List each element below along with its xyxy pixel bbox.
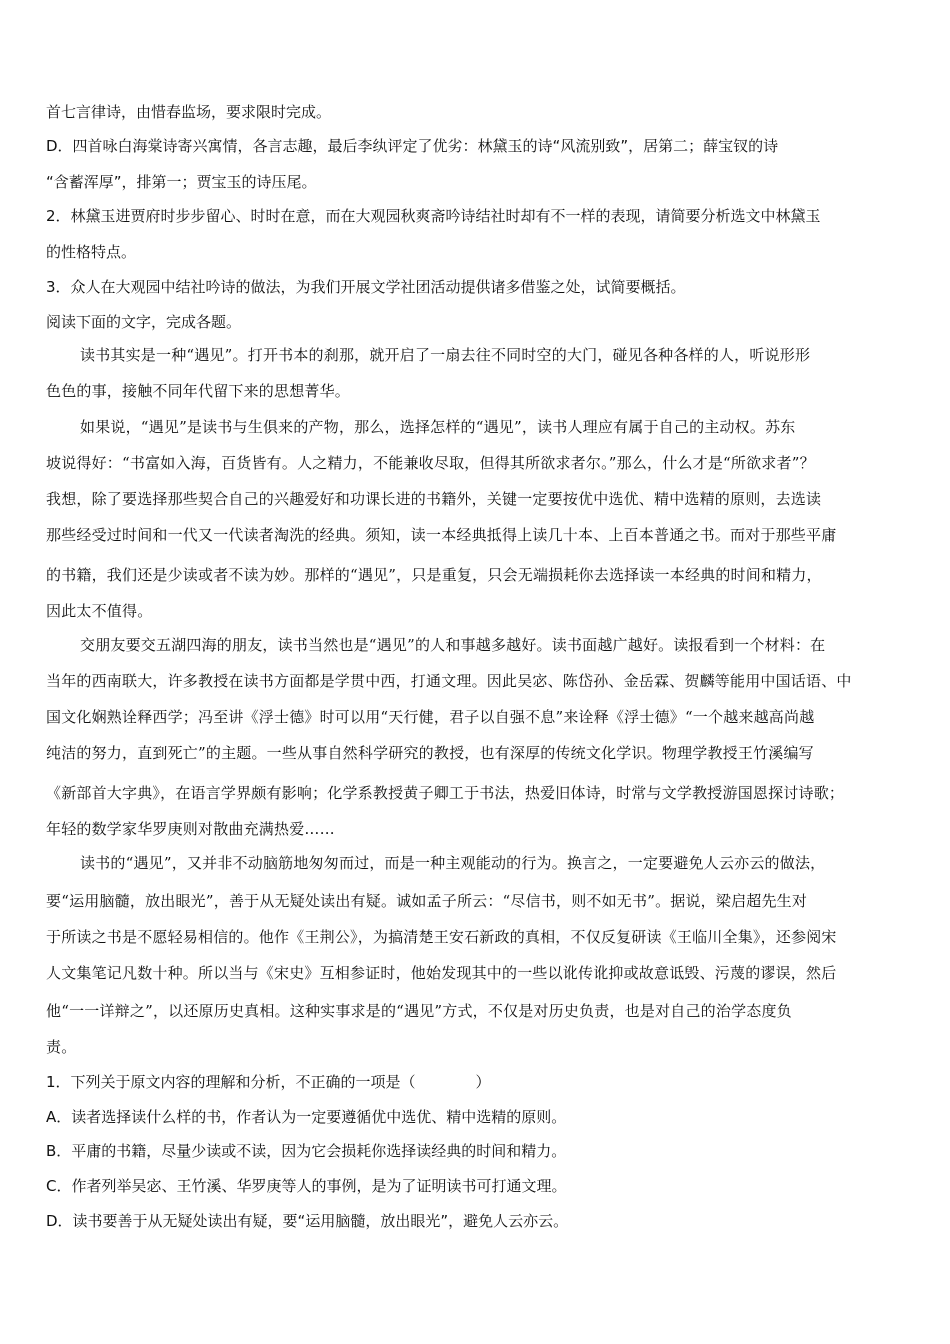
question-1: 1．下列关于原文内容的理解和分析，不正确的一项是（ ） — [46, 1073, 491, 1091]
article-line: 当年的西南联大，许多教授在读书方面都是学贯中西，打通文理。因此吴宓、陈岱孙、金岳霖、贺麟等能用中国话语、中 — [46, 672, 852, 690]
option-d-line: D．四首咏白海棠诗寄兴寓情，各言志趣，最后李纨评定了优劣：林黛玉的诗“风流别致”，居第二；薛宝钗的诗 — [46, 137, 779, 155]
article-line: 人文集笔记凡数十种。所以当与《宋史》互相参证时，他始发现其中的一些以讹传讹抑或故意诋毁、污蔑的谬误，然后 — [46, 964, 837, 982]
article-line: 的书籍，我们还是少读或者不读为妙。那样的“遇见”，只是重复，只会无端损耗你去选择读一本经典的时间和精力， — [46, 566, 822, 584]
article-line: 色色的事，接触不同年代留下来的思想菁华。 — [46, 382, 351, 400]
option-a: A．读者选择读什么样的书，作者认为一定要遵循优中选优、精中选精的原则。 — [46, 1108, 567, 1126]
article-line: 年轻的数学家华罗庚则对散曲充满热爱…… — [46, 820, 335, 838]
article-line: 如果说，“遇见”是读书与生俱来的产物，那么，选择怎样的“遇见”，读书人理应有属于自己的主动权。苏东 — [80, 418, 796, 436]
article-line: 那些经受过时间和一代又一代读者淘洗的经典。须知，读一本经典抵得上读几十本、上百本普通之书。而对于那些平庸 — [46, 526, 837, 544]
article-line: 读书的“遇见”，又并非不动脑筋地匆匆而过，而是一种主观能动的行为。换言之，一定要避免人云亦云的做法， — [80, 854, 826, 872]
question-3: 3．众人在大观园中结社吟诗的做法，为我们开展文学社团活动提供诸多借鉴之处，试简要概括。 — [46, 278, 686, 296]
question-2: 2．林黛玉进贾府时步步留心、时时在意，而在大观园秋爽斋吟诗结社时却有不一样的表现，请简要分析选文中林黛玉 — [46, 207, 821, 225]
article-line: 因此太不值得。 — [46, 602, 153, 620]
article-line: 责。 — [46, 1038, 77, 1056]
option-d-continuation: “含蓄浑厚”，排第一；贾宝玉的诗压尾。 — [46, 173, 317, 191]
question-2-continuation: 的性格特点。 — [46, 243, 137, 261]
article-line: 要“运用脑髓，放出眼光”，善于从无疑处读出有疑。诚如孟子所云：“尽信书，则不如无书”。据说，梁启超先生对 — [46, 892, 808, 910]
option-b: B．平庸的书籍，尽量少读或不读，因为它会损耗你选择读经典的时间和精力。 — [46, 1142, 567, 1160]
article-line: 于所读之书是不愿轻易相信的。他作《王荆公》，为搞清楚王安石新政的真相，不仅反复研读《王临川全集》，还参阅宋 — [46, 928, 837, 946]
option-c: C．作者列举吴宓、王竹溪、华罗庚等人的事例，是为了证明读书可打通文理。 — [46, 1177, 567, 1195]
article-line: 交朋友要交五湖四海的朋友，读书当然也是“遇见”的人和事越多越好。读书面越广越好。读报看到一个材料：在 — [80, 636, 826, 654]
option-d: D．读书要善于从无疑处读出有疑，要“运用脑髓，放出眼光”，避免人云亦云。 — [46, 1212, 569, 1230]
article-line: 他“一一详辩之”，以还原历史真相。这种实事求是的“遇见”方式，不仅是对历史负责，也是对自己的治学态度负 — [46, 1002, 792, 1020]
article-line: 《新部首大字典》，在语言学界颇有影响；化学系教授黄子卿工于书法，热爱旧体诗，时常与文学教授游国恩探讨诗歌； — [46, 784, 845, 802]
article-line: 读书其实是一种“遇见”。打开书本的刹那，就开启了一扇去往不同时空的大门，碰见各种各样的人，听说形形 — [80, 346, 811, 364]
question-line: 首七言律诗，由惜春监场，要求限时完成。 — [46, 103, 332, 121]
article-line: 坡说得好：“书富如入海，百货皆有。人之精力，不能兼收尽取，但得其所欲求者尔。”那么，什么才是“所欲求者”？ — [46, 454, 815, 472]
article-line: 国文化娴熟诠释西学；冯至讲《浮士德》时可以用“天行健，君子以自强不息”来诠释《浮士德》“一个越来越高尚越 — [46, 708, 815, 726]
article-line: 我想，除了要选择那些契合自己的兴趣爱好和功课长进的书籍外，关键一定要按优中选优、精中选精的原则，去选读 — [46, 490, 822, 508]
article-line: 纯洁的努力，直到死亡”的主题。一些从事自然科学研究的教授，也有深厚的传统文化学识。物理学教授王竹溪编写 — [46, 744, 814, 762]
reading-instruction: 阅读下面的文字，完成各题。 — [46, 313, 242, 331]
